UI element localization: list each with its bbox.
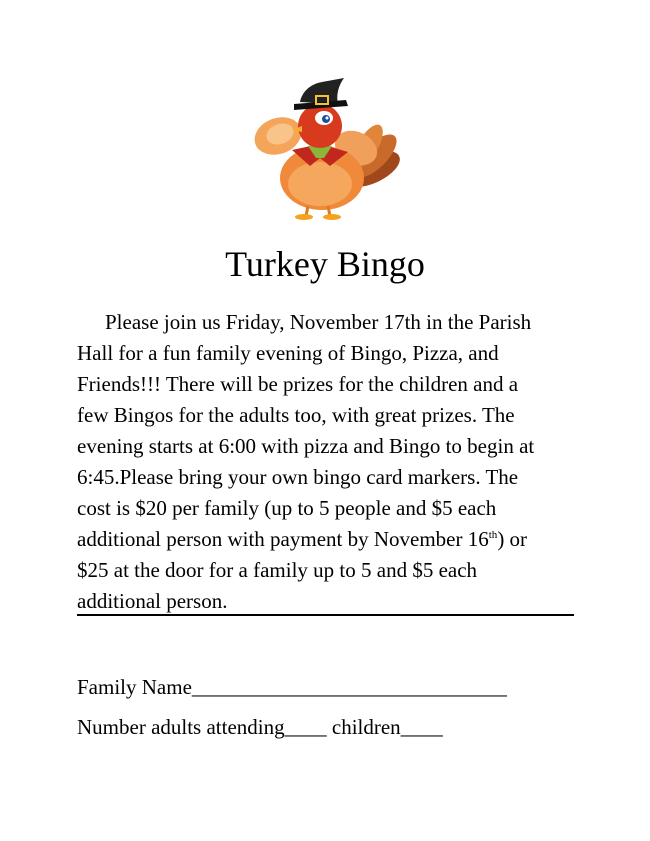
family-name-field[interactable]: ______________________________ (191, 675, 507, 699)
body-line: few Bingos for the adults too, with great prizes. The (77, 403, 515, 427)
body-line: $25 at the door for a family up to 5 and $5 each (77, 558, 478, 582)
body-line: Friends!!! There will be prizes for the children and a (77, 372, 519, 396)
event-description (77, 307, 577, 617)
body-line: Please join us Friday, November 17th in the Parish (105, 310, 532, 334)
body-line: cost is $20 per family (up to 5 people and $5 each (77, 496, 497, 520)
body-text-part: additional person with payment by November 16 (77, 527, 489, 551)
children-count-field[interactable]: ____ (400, 715, 443, 739)
body-line: additional person. (77, 589, 228, 613)
body-line (77, 524, 577, 555)
body-line: evening starts at 6:00 with pizza and Bingo to begin at (77, 434, 535, 458)
children-label: children (326, 715, 401, 739)
divider-line (77, 614, 574, 616)
family-name-row (77, 673, 507, 701)
ordinal-suffix: th (488, 529, 498, 541)
adults-count-field[interactable]: ____ (284, 715, 327, 739)
adults-label: Number adults attending (77, 715, 285, 739)
body-line: Hall for a fun family evening of Bingo, Pizza, and (77, 341, 499, 365)
family-name-label: Family Name (77, 675, 192, 699)
body-line: 6:45.Please bring your own bingo card markers. The (77, 465, 519, 489)
page-title: Turkey Bingo (225, 244, 425, 284)
pilgrim-turkey-icon (250, 74, 410, 222)
body-text-part: ) or (497, 527, 528, 551)
attendance-row (77, 713, 443, 741)
